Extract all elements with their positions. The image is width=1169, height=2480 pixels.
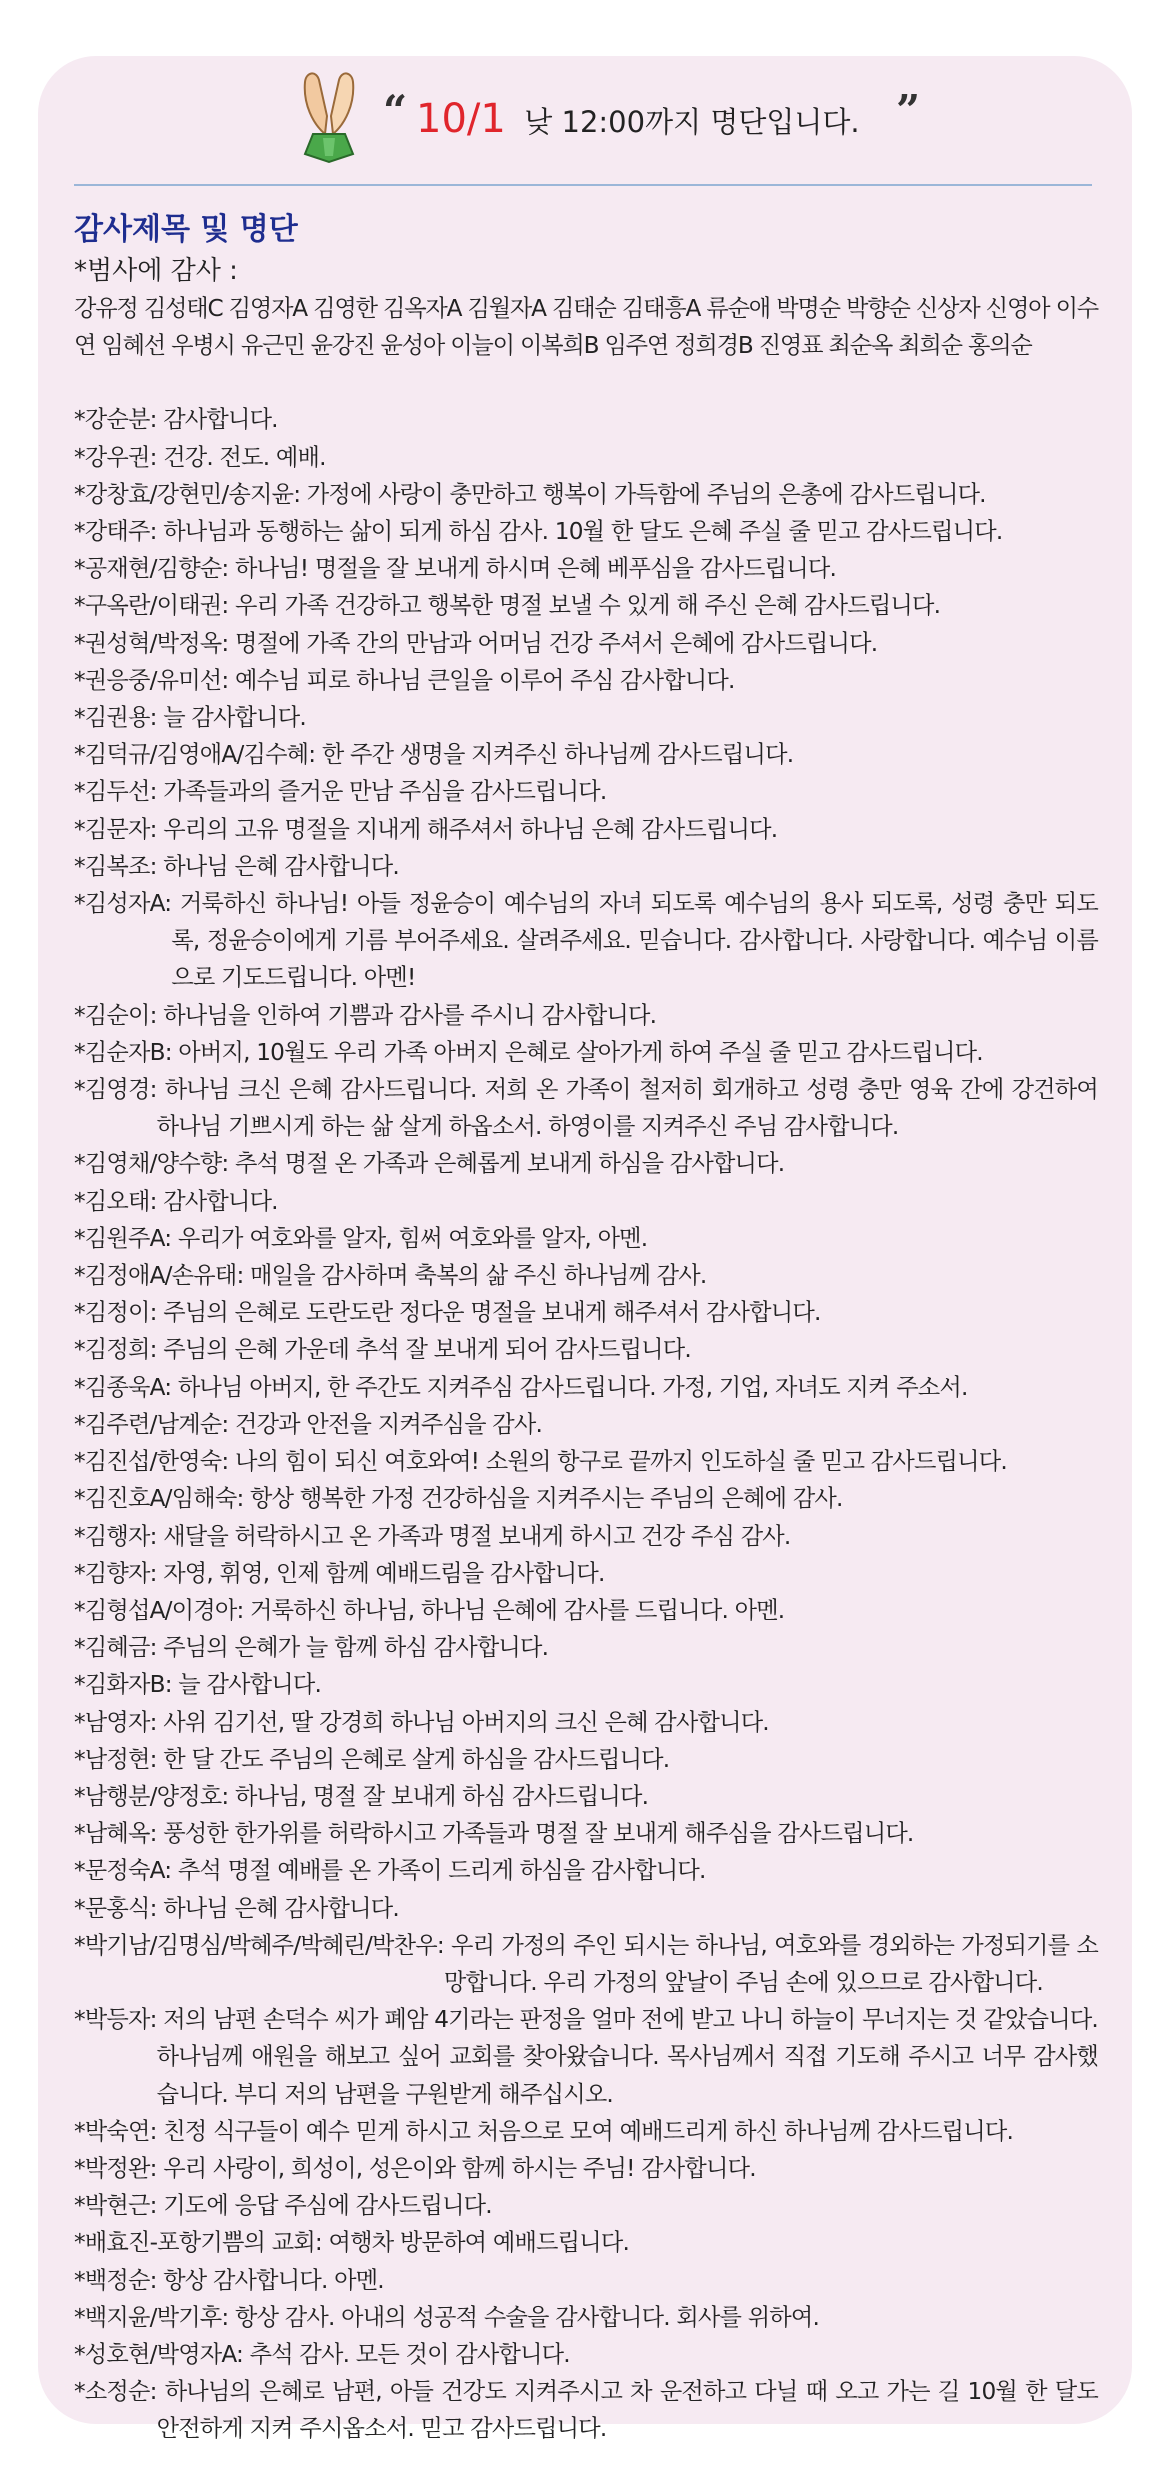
entry-name: *소정순: [74, 2378, 165, 2406]
prayer-entry [74, 2001, 1098, 2113]
prayer-list-card [38, 56, 1132, 2443]
prayer-entry [74, 1741, 1098, 1778]
entry-text: 친정 식구들이 예수 믿게 하시고 처음으로 모여 예배드리게 하신 하나님께 감사드립니다. [163, 2117, 1014, 2145]
entry-name: *박현근: [74, 2192, 164, 2220]
prayer-entry [74, 1778, 1098, 1815]
prayer-entry [74, 1034, 1098, 1071]
prayer-entry [74, 2262, 1098, 2299]
entry-name: *김정희: [74, 1336, 164, 1364]
entry-name: *김순이: [74, 1001, 164, 1029]
prayer-entry [74, 773, 1098, 810]
entry-name: *김영채/양수향: [74, 1150, 235, 1178]
entry-text: 주님의 은혜로 도란도란 정다운 명절을 보내게 해주셔서 감사합니다. [163, 1299, 821, 1327]
prayer-entry [74, 1406, 1098, 1443]
entry-text: 우리 가정의 주인 되시는 하나님, 여호와를 경외하는 가정되기를 소망합니다. 우리 가정의 앞날이 주님 손에 있으므로 감사합니다. [443, 1931, 1098, 1996]
entry-name: *강창효/강현민/송지윤: [74, 480, 307, 508]
entry-name: *김행자: [74, 1522, 164, 1550]
prayer-entry [74, 997, 1098, 1034]
entry-text: 건강과 안전을 지켜주심을 감사. [234, 1410, 543, 1438]
entry-name: *남영자: [74, 1708, 164, 1736]
entry-text: 우리가 여호와를 알자, 힘써 여호와를 알자, 아멘. [177, 1224, 648, 1252]
entry-name: *문홍식: [74, 1894, 164, 1922]
entry-text: 매일을 감사하며 축복의 삶 주신 하나님께 감사. [250, 1262, 707, 1290]
entry-list [74, 401, 1098, 2447]
entry-name: *김문자: [74, 815, 164, 843]
entry-text: 여행차 방문하여 예배드립니다. [328, 2229, 630, 2257]
divider [74, 184, 1092, 186]
entry-text: 풍성한 한가위를 허락하시고 가족들과 명절 잘 보내게 해주심을 감사드립니다. [163, 1820, 914, 1848]
entry-name: *공재현/김향순: [74, 555, 235, 583]
prayer-entry [74, 1443, 1098, 1480]
prayer-entry [74, 439, 1098, 476]
entry-name: *김오태: [74, 1187, 164, 1215]
prayer-entry [74, 2113, 1098, 2150]
section-title: 감사제목 및 명단 [74, 212, 298, 247]
entry-name: *김정이: [74, 1299, 164, 1327]
prayer-entry [74, 1592, 1098, 1629]
prayer-entry [74, 848, 1098, 885]
prayer-entry [74, 476, 1098, 513]
entry-text: 추석 감사. 모든 것이 감사합니다. [249, 2340, 570, 2368]
entry-text: 하나님, 명절 잘 보내게 하심 감사드립니다. [234, 1782, 649, 1810]
prayer-entry [74, 1145, 1098, 1182]
entry-text: 사위 김기선, 딸 강경희 하나님 아버지의 크신 은혜 감사합니다. [163, 1708, 769, 1736]
prayer-entry [74, 1815, 1098, 1852]
entry-name: *김권용: [74, 704, 164, 732]
prayer-entry [74, 1220, 1098, 1257]
header-deadline: 낮 12:00까지 명단입니다. [524, 105, 860, 139]
prayer-entry [74, 736, 1098, 773]
entry-name: *백지윤/박기후: [74, 2303, 235, 2331]
entry-name: *김복조: [74, 852, 164, 880]
thanks-names: 강유정 김성태C 김영자A 김영한 김옥자A 김월자A 김태순 김태흥A 류순애 박명순 박향순 신상자 신영아 이수연 임혜선 우병시 유근민 윤강진 윤성아 이늘이 이복희B 임주연 정희경B 진영표 최순옥 최희순 홍의순 [74, 295, 1098, 360]
entry-text: 추석 명절 예배를 온 가족이 드리게 하심을 감사합니다. [177, 1857, 706, 1885]
entry-text: 주님의 은혜 가운데 추석 잘 보내게 되어 감사드립니다. [163, 1336, 691, 1364]
entry-text: 아버지, 10월도 우리 가족 아버지 은혜로 살아가게 하여 주실 줄 믿고 감사드립니다. [178, 1038, 983, 1066]
entry-text: 늘 감사합니다. [178, 1671, 322, 1699]
entry-text: 건강. 전도. 예배. [163, 443, 326, 471]
prayer-entry [74, 1890, 1098, 1927]
prayer-entry [74, 2150, 1098, 2187]
entry-text: 하나님을 인하여 기쁨과 감사를 주시니 감사합니다. [163, 1001, 657, 1029]
entry-name: *김원주A: [74, 1224, 178, 1252]
prayer-entry [74, 1480, 1098, 1517]
entry-text: 항상 감사합니다. 아멘. [163, 2266, 384, 2294]
entry-name: *남정현: [74, 1745, 164, 1773]
prayer-entry [74, 1927, 1098, 2001]
entry-text: 자영, 휘영, 인제 함께 예배드림을 감사합니다. [163, 1559, 605, 1587]
entry-name: *박등자: [74, 2006, 164, 2034]
prayer-entry [74, 811, 1098, 848]
entry-text: 우리 사랑이, 희성이, 성은이와 함께 하시는 주님! 감사합니다. [163, 2154, 756, 2182]
entry-name: *강태주: [74, 518, 164, 546]
prayer-entry [74, 1518, 1098, 1555]
prayer-entry [74, 1666, 1098, 1703]
entry-name: *박기남/김명심/박혜주/박혜린/박찬우: [74, 1931, 451, 1959]
entry-name: *김형섭A/이경아: [74, 1596, 251, 1624]
entry-name: *김순자B: [74, 1038, 179, 1066]
entry-name: *박숙연: [74, 2117, 164, 2145]
entry-text: 감사합니다. [163, 406, 278, 434]
entry-name: *강우권: [74, 443, 164, 471]
entry-name: *김종욱A: [74, 1373, 178, 1401]
entry-name: *구옥란/이태권: [74, 592, 235, 620]
entry-text: 거룩하신 하나님, 하나님 은혜에 감사를 드립니다. 아멘. [250, 1596, 785, 1624]
entry-text: 하나님과 동행하는 삶이 되게 하심 감사. 10월 한 달도 은혜 주실 줄 믿고 감사드립니다. [163, 518, 1003, 546]
entry-name: *강순분: [74, 406, 164, 434]
entry-name: *박정완: [74, 2154, 164, 2182]
prayer-entry [74, 1369, 1098, 1406]
entry-text: 우리의 고유 명절을 지내게 해주셔서 하나님 은혜 감사드립니다. [163, 815, 778, 843]
prayer-entry [74, 2224, 1098, 2261]
prayer-entry [74, 1071, 1098, 1145]
prayer-entry [74, 2373, 1098, 2447]
prayer-entry [74, 1704, 1098, 1741]
entry-text: 하나님의 은혜로 남편, 아들 건강도 지켜주시고 차 운전하고 다닐 때 오고 가는 길 10월 한 달도 안전하게 지켜 주시옵소서. 믿고 감사드립니다. [156, 2378, 1098, 2443]
prayer-entry [74, 587, 1098, 624]
prayer-entry [74, 2299, 1098, 2336]
entry-text: 하나님! 명절을 잘 보내게 하시며 은혜 베푸심을 감사드립니다. [234, 555, 837, 583]
prayer-entry [74, 1294, 1098, 1331]
prayer-entry [74, 1331, 1098, 1368]
spacer [74, 364, 1098, 401]
prayer-entry [74, 401, 1098, 438]
section-subtitle: *범사에 감사 : [74, 256, 238, 286]
entry-name: *백정순: [74, 2266, 164, 2294]
entry-text: 명절에 가족 간의 만남과 어머님 건강 주셔서 은혜에 감사드립니다. [234, 629, 878, 657]
header-date: 10/1 [416, 96, 506, 142]
entry-text: 추석 명절 온 가족과 은혜롭게 보내게 하심을 감사합니다. [234, 1150, 785, 1178]
entry-text: 거룩하신 하나님! 아들 정윤승이 예수님의 자녀 되도록 예수님의 용사 되도록, 성령 충만 되도록, 정윤승이에게 기름 부어주세요. 살려주세요. 믿습니다. 감사합니다. 사랑합니다. 예수님 이름으로 기도드립니다. 아멘! [171, 890, 1098, 992]
entry-text: 저의 남편 손덕수 씨가 폐암 4기라는 판정을 얼마 전에 받고 나니 하늘이 무너지는 것 같았습니다. 하나님께 애원을 해보고 싶어 교회를 찾아왔습니다. 목사님께서 직접 기도해 주시고 너무 감사했습니다. 부디 저의 남편을 구원받게 해주십시오. [156, 2006, 1098, 2108]
prayer-entry [74, 699, 1098, 736]
entry-text: 한 달 간도 주님의 은혜로 살게 하심을 감사드립니다. [163, 1745, 670, 1773]
entry-name: *김혜금: [74, 1634, 164, 1662]
prayer-entry [74, 1183, 1098, 1220]
open-quote: “ [383, 86, 408, 135]
entry-text: 가정에 사랑이 충만하고 행복이 가득함에 주님의 은총에 감사드립니다. [306, 480, 986, 508]
entry-name: *김진섭/한영숙: [74, 1448, 235, 1476]
entry-name: *배효진-포항기쁨의 교회: [74, 2229, 329, 2257]
entry-name: *김두선: [74, 778, 164, 806]
prayer-entry [74, 1257, 1098, 1294]
entry-text: 하나님 은혜 감사합니다. [163, 852, 399, 880]
entry-name: *문정숙A: [74, 1857, 178, 1885]
entry-name: *김화자B: [74, 1671, 179, 1699]
entry-text: 한 주간 생명을 지켜주신 하나님께 감사드립니다. [321, 741, 794, 769]
prayer-entry [74, 2187, 1098, 2224]
entry-text: 감사합니다. [163, 1187, 278, 1215]
entry-text: 늘 감사합니다. [163, 704, 306, 732]
entry-text: 새달을 허락하시고 온 가족과 명절 보내게 하시고 건강 주심 감사. [163, 1522, 791, 1550]
entry-name: *김정애A/손유태: [74, 1262, 251, 1290]
entry-text: 나의 힘이 되신 여호와여! 소원의 항구로 끝까지 인도하실 줄 믿고 감사드립니다. [234, 1448, 1007, 1476]
entry-name: *김향자: [74, 1559, 164, 1587]
prayer-entry [74, 550, 1098, 587]
entry-name: *성호현/박영자A: [74, 2340, 250, 2368]
entry-name: *김영경: [74, 1076, 165, 1104]
entry-name: *남행분/양정호: [74, 1782, 235, 1810]
entry-text: 우리 가족 건강하고 행복한 명절 보낼 수 있게 해 주신 은혜 감사드립니다. [234, 592, 941, 620]
entry-text: 가족들과의 즐거운 만남 주심을 감사드립니다. [163, 778, 607, 806]
entry-text: 하나님 은혜 감사합니다. [163, 1894, 399, 1922]
header-text [416, 96, 860, 142]
praying-hands-icon [283, 64, 375, 164]
entry-text: 하나님 크신 은혜 감사드립니다. 저희 온 가족이 철저히 회개하고 성령 충만 영육 간에 강건하여 하나님 기쁘시게 하는 삶 살게 하옵소서. 하영이를 지켜주신 주님 감사합니다. [156, 1076, 1098, 1141]
close-quote: ” [896, 86, 921, 135]
entry-text: 하나님 아버지, 한 주간도 지켜주심 감사드립니다. 가정, 기업, 자녀도 지켜 주소서. [177, 1373, 968, 1401]
entry-name: *권성혁/박정옥: [74, 629, 235, 657]
prayer-entry [74, 1629, 1098, 1666]
prayer-entry [74, 2336, 1098, 2373]
entry-name: *권응중/유미선: [74, 666, 235, 694]
entry-text: 항상 행복한 가정 건강하심을 지켜주시는 주님의 은혜에 감사. [250, 1485, 843, 1513]
entry-name: *김성자A: [74, 890, 180, 918]
entry-name: *남혜옥: [74, 1820, 164, 1848]
entry-text: 기도에 응답 주심에 감사드립니다. [163, 2192, 492, 2220]
prayer-entry [74, 885, 1098, 997]
entry-name: *김덕규/김영애A/김수혜: [74, 741, 322, 769]
prayer-entry [74, 513, 1098, 550]
entry-text: 항상 감사. 아내의 성공적 수술을 감사합니다. 회사를 위하여. [234, 2303, 820, 2331]
prayer-entry [74, 662, 1098, 699]
content [74, 208, 1098, 2448]
entry-text: 주님의 은혜가 늘 함께 하심 감사합니다. [163, 1634, 549, 1662]
entry-name: *김진호A/임해숙: [74, 1485, 251, 1513]
entry-text: 예수님 피로 하나님 큰일을 이루어 주심 감사합니다. [234, 666, 735, 694]
prayer-entry [74, 1555, 1098, 1592]
prayer-entry [74, 625, 1098, 662]
prayer-entry [74, 1852, 1098, 1889]
header [38, 56, 1132, 176]
entry-name: *김주련/남계순: [74, 1410, 235, 1438]
